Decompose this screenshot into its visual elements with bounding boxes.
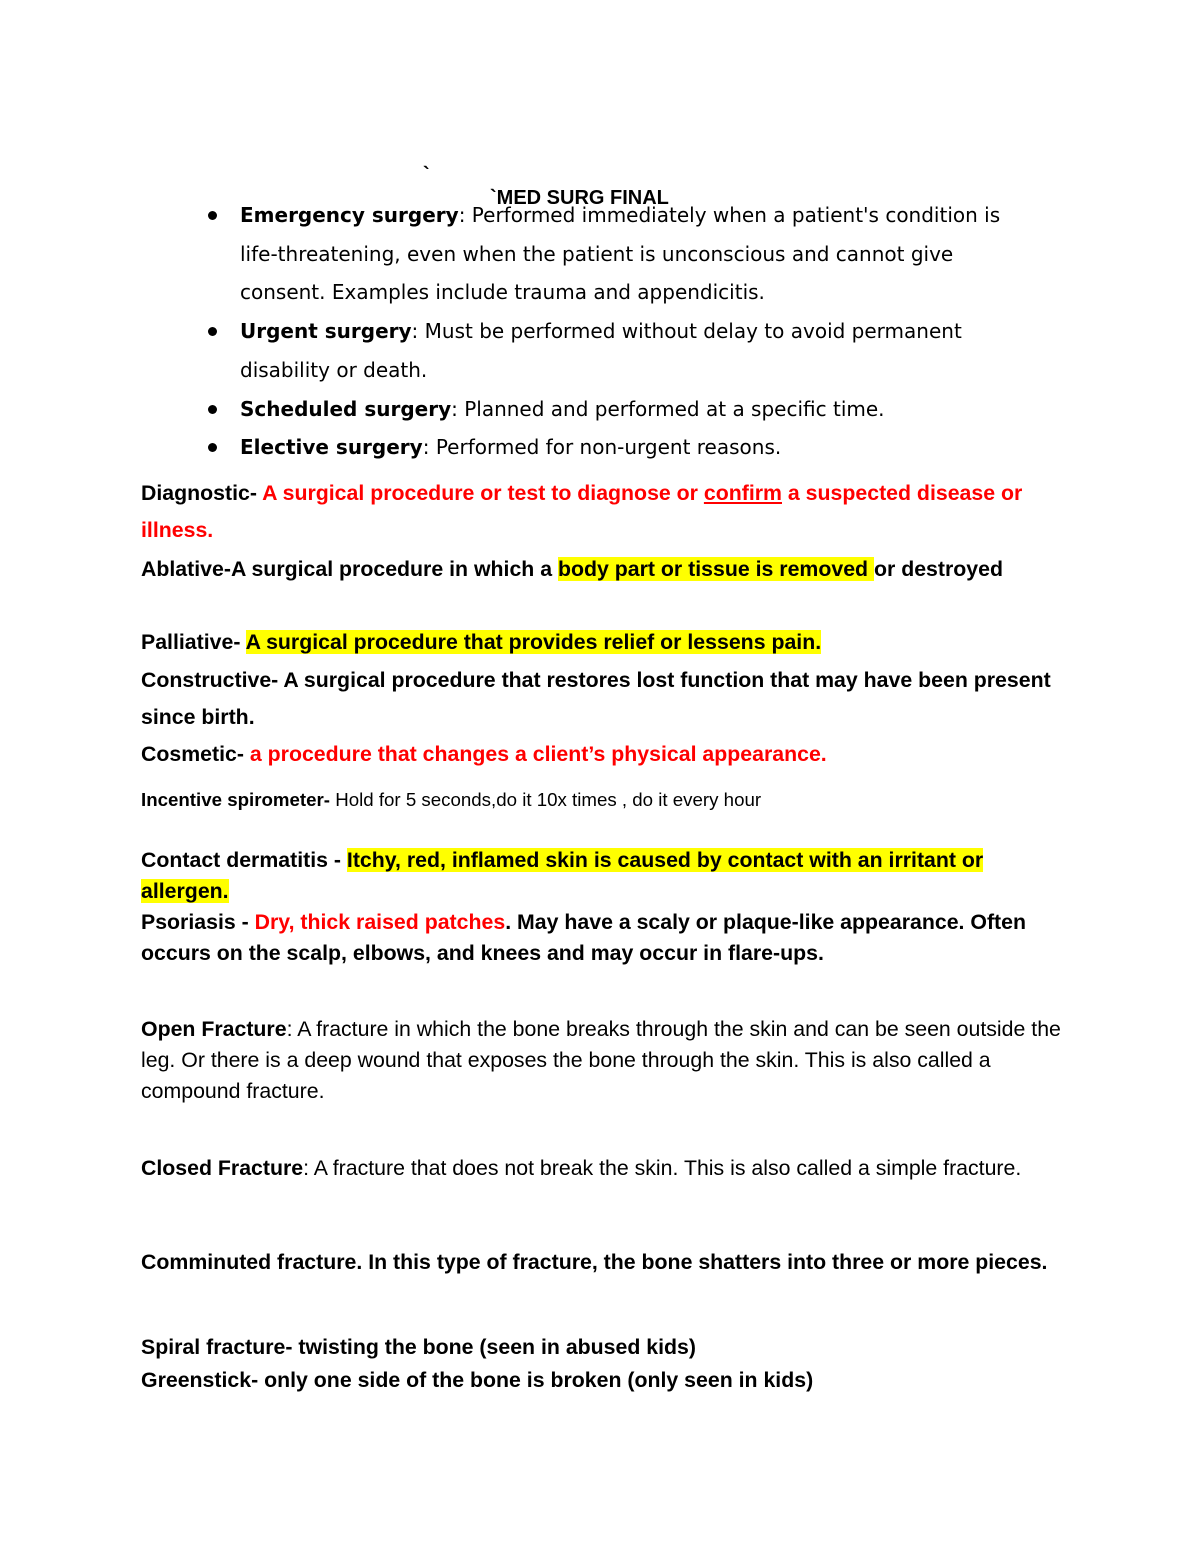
contact-dermatitis-definition xyxy=(141,845,1071,907)
list-item xyxy=(240,390,1040,429)
ablative-def-highlight: body part or tissue is removed xyxy=(557,557,874,581)
open-fracture-def: : A fracture in which the bone breaks through the skin and can be seen outside the leg. Or there is a deep wound that exposes the bone through the skin. This is also called a compound fracture. xyxy=(141,1017,1061,1103)
diagnostic-def-underlined: confirm xyxy=(703,481,782,505)
incentive-def: Hold for 5 seconds,do it 10x times , do it every hour xyxy=(335,789,762,810)
diagnostic-term: Diagnostic- xyxy=(141,481,263,505)
open-fracture-definition xyxy=(141,1014,1071,1107)
list-item-term: Urgent surgery xyxy=(240,319,412,344)
psoriasis-term: Psoriasis - xyxy=(141,910,255,934)
palliative-term: Palliative- xyxy=(141,630,246,654)
title-tick: ` xyxy=(423,164,430,186)
diagnostic-definition xyxy=(141,475,1071,549)
list-item xyxy=(240,428,1040,467)
list-item-desc: : Performed immediately when a patient's condition is life-threatening, even when the patient is unconscious and cannot give consent. Examples include trauma and appendicitis. xyxy=(240,203,1001,305)
surgery-types-list xyxy=(240,196,1040,467)
greenstick-fracture-note: Greenstick- only one side of the bone is broken (only seen in kids) xyxy=(141,1368,814,1392)
closed-fracture-definition xyxy=(141,1153,1071,1184)
ablative-def-b: or destroyed xyxy=(873,557,1003,581)
constructive-def: A surgical procedure that restores lost function that may have been present since birth. xyxy=(141,668,1051,729)
diagnostic-def-b: a suspected disease or illness. xyxy=(141,481,1023,542)
constructive-term: Constructive- xyxy=(141,668,284,692)
ablative-term: Ablative- xyxy=(141,557,231,581)
cosmetic-term: Cosmetic- xyxy=(141,742,250,766)
cosmetic-definition xyxy=(141,736,1071,773)
contact-term: Contact dermatitis - xyxy=(141,848,347,872)
list-item xyxy=(240,196,1040,312)
palliative-definition xyxy=(141,624,1071,661)
list-item xyxy=(240,312,1040,389)
list-item-desc: : Planned and performed at a specific time. xyxy=(451,396,885,421)
ablative-definition xyxy=(141,551,1071,588)
list-item-term: Emergency surgery xyxy=(240,203,459,227)
list-item-desc: : Performed for non-urgent reasons. xyxy=(422,435,782,460)
psoriasis-definition xyxy=(141,907,1071,969)
palliative-def-highlight: A surgical procedure that provides relief or lessens pain. xyxy=(245,630,822,654)
incentive-spirometer-note xyxy=(141,786,1071,814)
spiral-fracture-note: Spiral fracture- twisting the bone (seen in abused kids) xyxy=(141,1335,696,1359)
ablative-def-a: A surgical procedure in which a xyxy=(230,557,558,581)
list-item-term: Scheduled surgery xyxy=(240,396,452,421)
open-fracture-term: Open Fracture xyxy=(141,1017,287,1041)
list-item-term: Elective surgery xyxy=(240,435,423,460)
psoriasis-def-b: . May have a scaly or plaque-like appearance. Often occurs on the scalp, elbows, and knees and may occur in flare-ups. xyxy=(141,910,1026,965)
list-item-desc: : Must be performed without delay to avoid permanent disability or death. xyxy=(240,319,962,382)
closed-fracture-term: Closed Fracture xyxy=(141,1156,304,1180)
psoriasis-def-red: Dry, thick raised patches xyxy=(254,910,506,934)
closed-fracture-def: : A fracture that does not break the skin. This is also called a simple fracture. xyxy=(303,1156,1022,1180)
constructive-definition xyxy=(141,662,1071,736)
diagnostic-def-a: A surgical procedure or test to diagnose or xyxy=(262,481,704,505)
cosmetic-def: a procedure that changes a client’s physical appearance. xyxy=(249,742,827,766)
comminuted-fracture-note: Comminuted fracture. In this type of fracture, the bone shatters into three or more pieces. xyxy=(141,1250,1048,1274)
title-text: `MED SURG FINAL xyxy=(490,187,669,209)
incentive-term: Incentive spirometer- xyxy=(141,789,336,810)
contact-def-highlight: Itchy, red, inflamed skin is caused by contact with an irritant or allergen. xyxy=(141,848,984,903)
